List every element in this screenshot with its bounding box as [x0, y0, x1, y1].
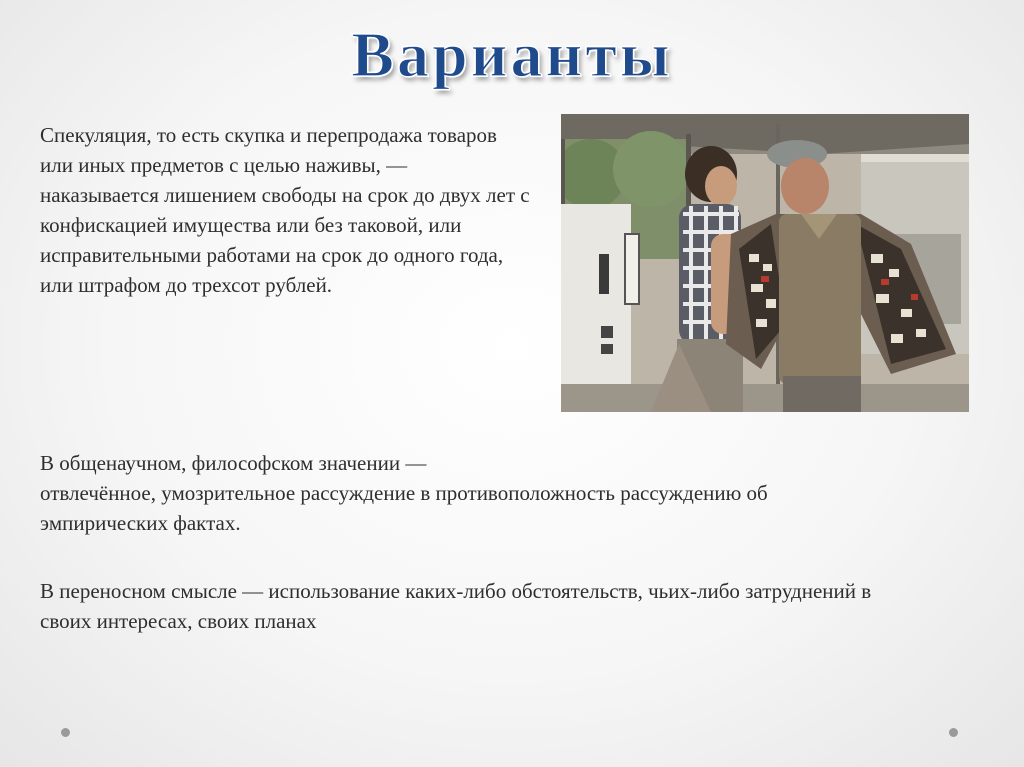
decor-dot-right [949, 728, 958, 737]
photo-illustration [561, 114, 969, 412]
slide-title: Варианты [351, 19, 673, 90]
photo-film-still [561, 114, 969, 412]
paragraph-figurative-meaning: В переносном смысле — использование каких-либо обстоятельств, чьих-либо затруднений в своих интересах, своих планах [40, 579, 872, 633]
paragraph-philosophical-meaning [40, 448, 880, 538]
paragraph-2-line-2: отвлечённое, умозрительное рассуждение в противоположность рассуждению об эмпирических фактах. [40, 481, 768, 535]
paragraph-speculation-law: Спекуляция, то есть скупка и перепродажа товаров или иных предметов с целью наживы, — наказывается лишением свободы на срок до двух лет с конфискацией имущества или без таковой, или исправительными работами на срок до одного года, или штрафом до трехсот рублей. [40, 123, 530, 297]
decor-dot-left [61, 728, 70, 737]
paragraph-2-line-1: В общенаучном, философском значении — [40, 451, 427, 475]
